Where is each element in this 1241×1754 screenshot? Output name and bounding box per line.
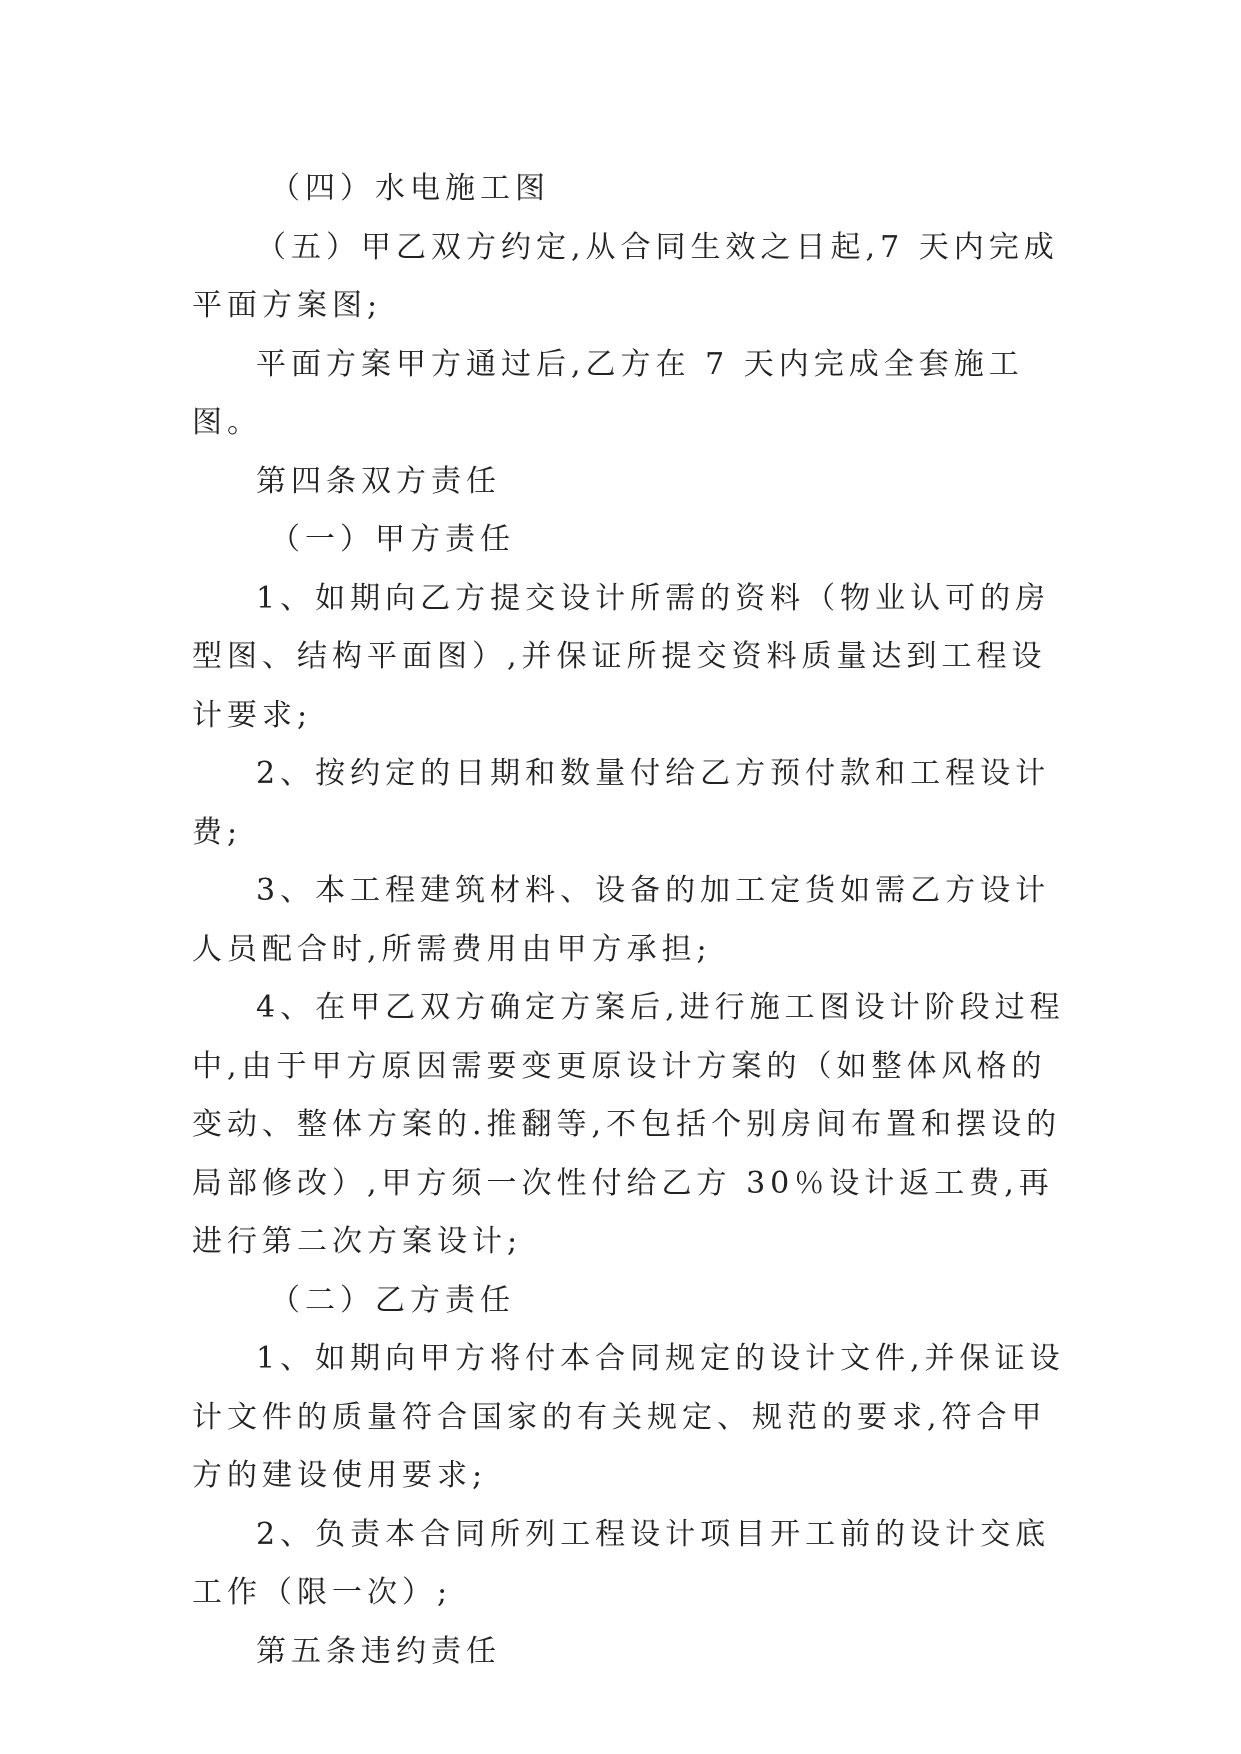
party-a-item-4: 4、在甲乙双方确定方案后,进行施工图设计阶段过程中,由于甲方原因需要变更原设计方案的（如整体风格的变动、整体方案的.推翻等,不包括个别房间布置和摆设的局部修改）,甲方须一次性付给乙方 30％设计返工费,再进行第二次方案设计;	[192, 990, 1065, 1259]
party-b-item-1: 1、如期向甲方将付本合同规定的设计文件,并保证设计文件的质量符合国家的有关规定、规范的要求,符合甲方的建设使用要求;	[192, 1341, 1065, 1493]
party-a-item-2: 2、按约定的日期和数量付给乙方预付款和工程设计费;	[192, 756, 1051, 850]
heading-party-b-responsibility: （二）乙方责任	[270, 1282, 515, 1318]
heading-article-five: 第五条违约责任	[256, 1633, 501, 1669]
paragraph-agreement-floor-plan: （五）甲乙双方约定,从合同生效之日起,7 天内完成平面方案图;	[192, 229, 1059, 323]
party-b-item-2: 2、负责本合同所列工程设计项目开工前的设计交底工作（限一次）;	[192, 1516, 1051, 1610]
party-a-item-1: 1、如期向乙方提交设计所需的资料（物业认可的房型图、结构平面图）,并保证所提交资料质量达到工程设计要求;	[192, 580, 1051, 733]
party-a-item-3: 3、本工程建筑材料、设备的加工定货如需乙方设计人员配合时,所需费用由甲方承担;	[192, 873, 1051, 967]
paragraph-construction-drawings: 平面方案甲方通过后,乙方在 7 天内完成全套施工图。	[192, 346, 1024, 440]
heading-article-four: 第四条双方责任	[256, 463, 501, 499]
contract-body	[192, 160, 1072, 1681]
heading-water-electric-drawings: （四）水电施工图	[270, 171, 550, 206]
heading-party-a-responsibility: （一）甲方责任	[270, 522, 515, 557]
